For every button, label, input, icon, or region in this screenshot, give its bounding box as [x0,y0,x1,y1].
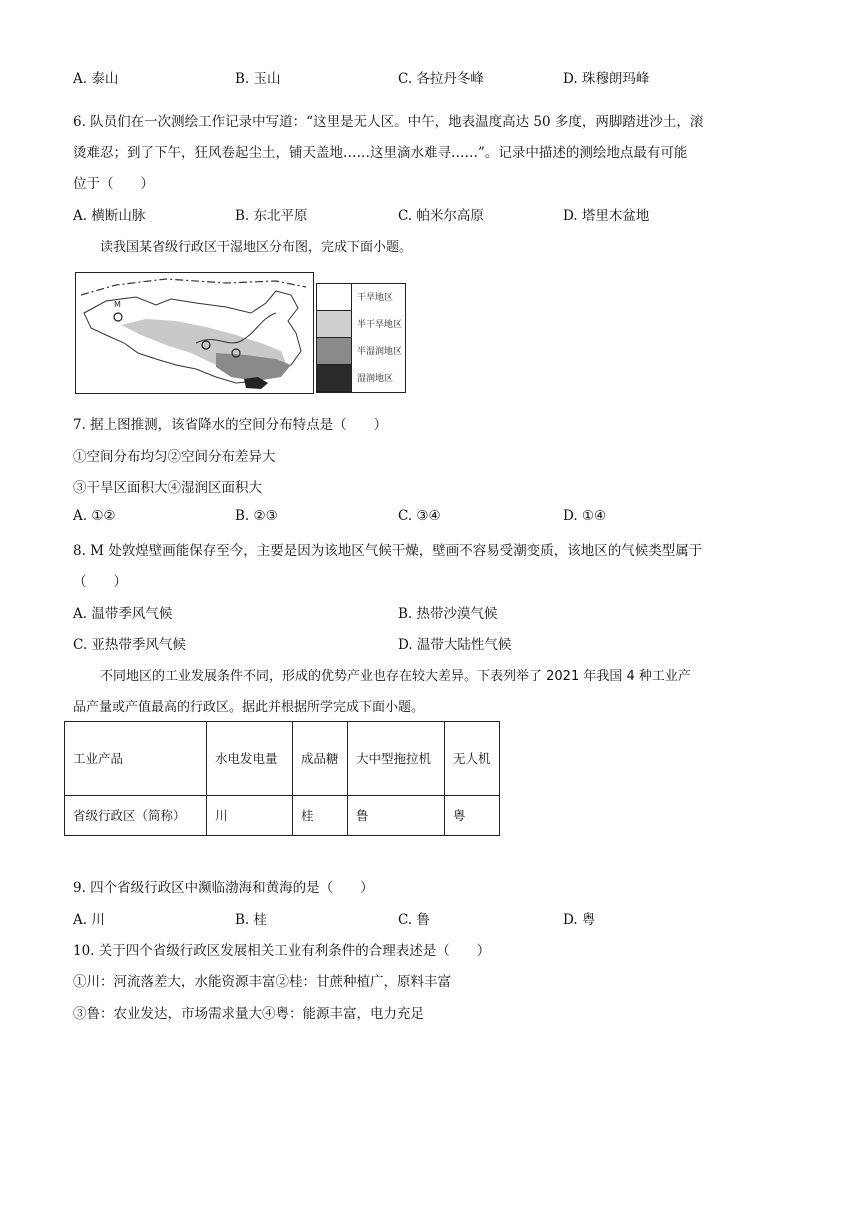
industry-table [64,721,500,836]
q6-stem-line2: 烫难忍；到了下午，狂风卷起尘土，铺天盖地……这里滴水难寻……”。记录中描述的测绘地点最有可能 [73,145,688,161]
q8-option-b: B. 热带沙漠气候 [398,606,498,622]
q9-option-b: B. 桂 [235,912,268,928]
province-map-drawing [76,273,313,393]
province-map [75,272,314,394]
table-header-cell: 工业产品 [65,722,207,796]
legend-swatch-humid [317,365,352,392]
table-header-cell: 无人机 [445,722,500,796]
q6-option-c: C. 帕米尔高原 [398,208,484,224]
q9-option-a: A. 川 [73,912,105,928]
map-legend [316,283,406,393]
table-header-row [65,722,500,796]
map-intro: 读我国某省级行政区干湿地区分布图，完成下面小题。 [100,240,413,255]
marker-m-label: M [114,300,121,309]
table-cell: 省级行政区（简称） [65,796,207,836]
q7-stem: 7. 据上图推测，该省降水的空间分布特点是（ ） [73,417,388,433]
legend-swatch-semi-humid [317,338,352,365]
q7-option-c: C. ③④ [398,508,441,524]
q8-option-a: A. 温带季风气候 [73,606,173,622]
table-cell: 川 [207,796,293,836]
table-header-cell: 水电发电量 [207,722,293,796]
q5-option-d: D. 珠穆朗玛峰 [563,71,650,87]
city-marker [114,313,122,321]
q5-option-a: A. 泰山 [73,71,119,87]
q5-option-b: B. 玉山 [235,71,281,87]
q9-option-d: D. 粤 [563,912,596,928]
q5-option-c: C. 各拉丹冬峰 [398,71,484,87]
legend-swatch-semi-arid [317,311,352,338]
legend-label: 半干旱地区 [357,320,403,330]
q6-option-b: B. 东北平原 [235,208,308,224]
q9-stem: 9. 四个省级行政区中濒临渤海和黄海的是（ ） [73,880,374,896]
legend-swatch-arid [317,284,352,311]
table-cell: 桂 [293,796,348,836]
q10-statement-2: ③鲁：农业发达，市场需求量大④粤：能源丰富，电力充足 [73,1006,424,1022]
table-intro-line2: 品产量或产值最高的行政区。据此并根据所学完成下面小题。 [73,700,425,715]
legend-label: 干旱地区 [357,293,394,303]
q7-statement-2: ③干旱区面积大④湿润区面积大 [73,480,262,496]
table-cell: 粤 [445,796,500,836]
table-header-cell: 成品糖 [293,722,348,796]
table-cell: 鲁 [348,796,445,836]
q7-option-a: A. ①② [73,508,116,524]
q10-stem: 10. 关于四个省级行政区发展相关工业有利条件的合理表述是（ ） [73,943,491,959]
q6-option-d: D. 塔里木盆地 [563,208,650,224]
q8-option-c: C. 亚热带季风气候 [73,637,186,653]
q6-option-a: A. 横断山脉 [73,208,146,224]
q7-option-b: B. ②③ [235,508,278,524]
table-row [65,796,500,836]
q7-statement-1: ①空间分布均匀②空间分布差异大 [73,449,276,465]
legend-item-semi-arid [317,311,405,338]
legend-label: 半湿润地区 [357,347,403,357]
legend-item-semi-humid [317,338,405,365]
q8-stem-line2: （ ） [73,574,127,590]
q6-stem-line3: 位于（ ） [73,176,154,192]
q10-statement-1: ①川：河流落差大，水能资源丰富②桂：甘蔗种植广，原料丰富 [73,974,451,990]
legend-item-arid [317,284,405,311]
table-header-cell: 大中型拖拉机 [348,722,445,796]
legend-label: 湿润地区 [357,374,394,384]
q8-option-d: D. 温带大陆性气候 [398,637,512,653]
q8-stem-line1: 8. M 处敦煌壁画能保存至今，主要是因为该地区气候干燥，壁画不容易受潮变质，该地区的气候类型属于 [73,543,703,559]
q6-stem-line1: 6. 队员们在一次测绘工作记录中写道：“这里是无人区。中午，地表温度高达 50 多度，两脚踏进沙土，滚 [73,114,704,130]
national-border [81,279,306,295]
legend-item-humid [317,365,405,392]
table-intro-line1: 不同地区的工业发展条件不同，形成的优势产业也存在较大差异。下表列举了 2021 年我国 4 种工业产 [100,669,691,684]
q7-option-d: D. ①④ [563,508,607,524]
q9-option-c: C. 鲁 [398,912,430,928]
